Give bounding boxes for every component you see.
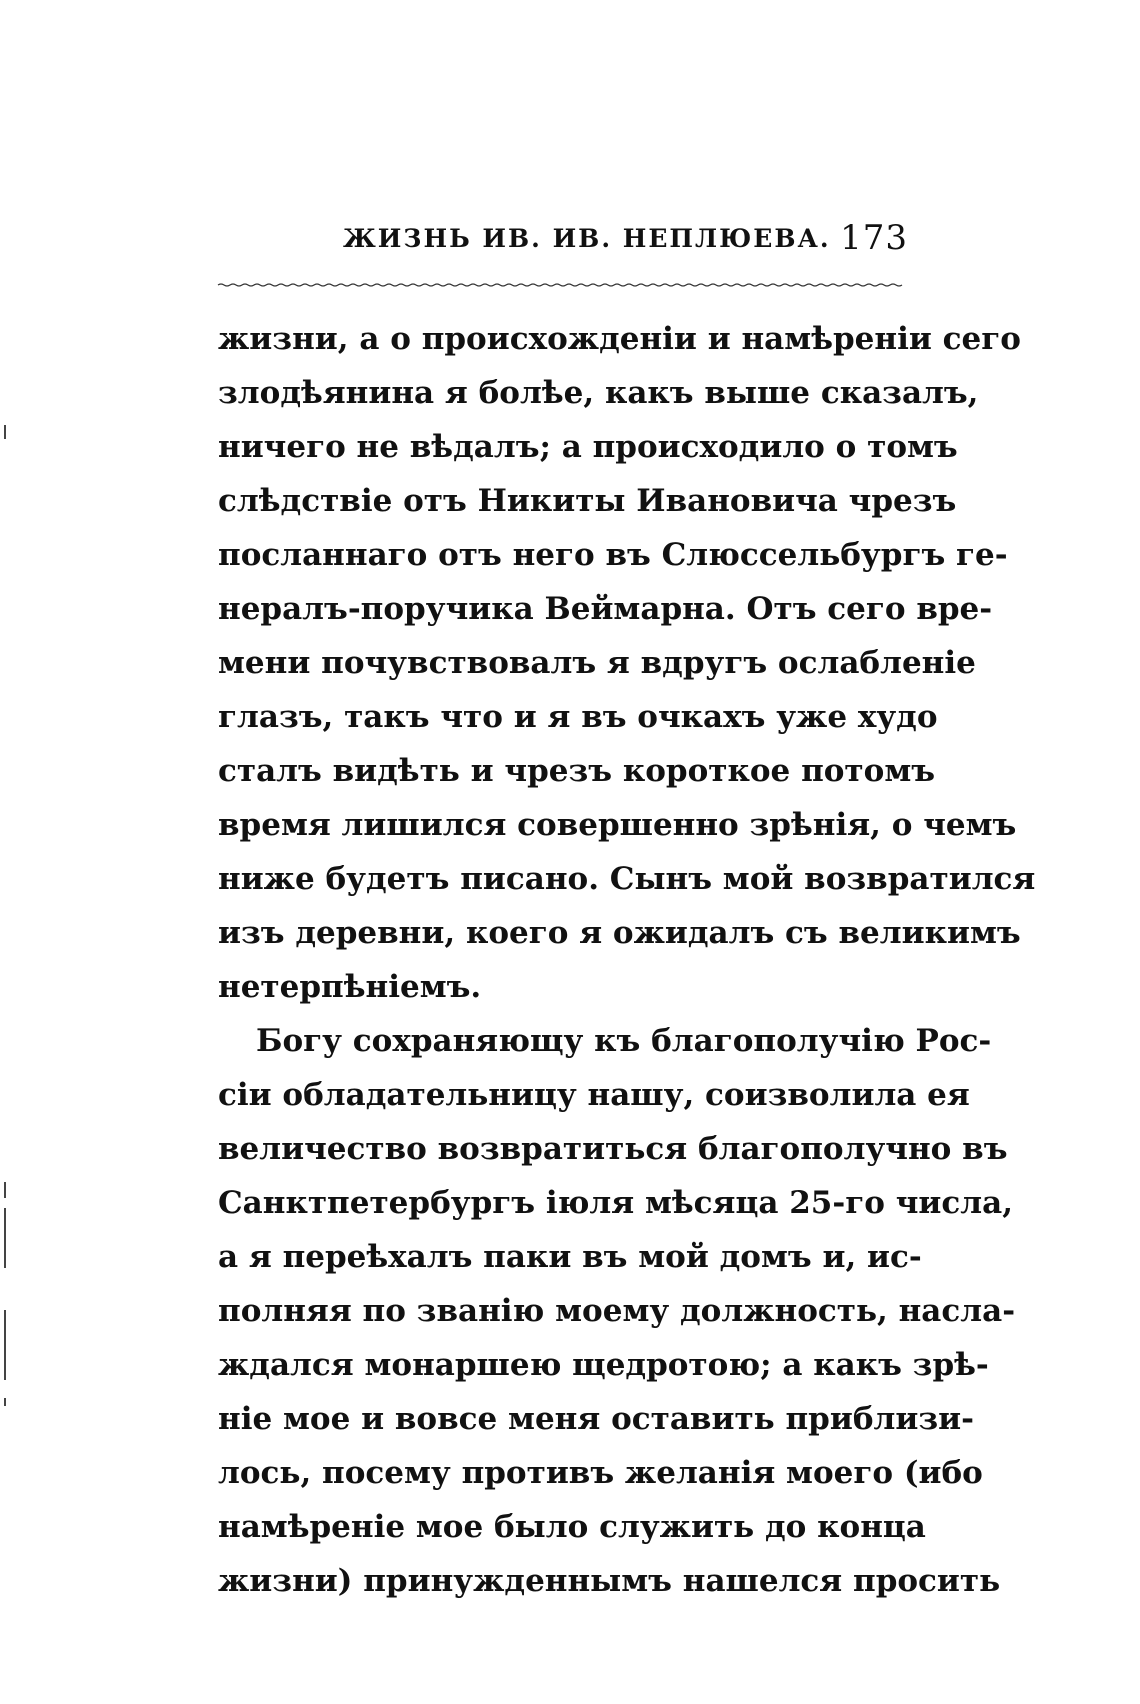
- header-rule: [218, 283, 908, 287]
- text-line: намѣреніе мое было служить до конца: [218, 1509, 926, 1545]
- scan-margin-mark: [4, 1208, 6, 1268]
- text-line: мени почувствовалъ я вдругъ ослабленіе: [218, 645, 976, 681]
- text-line: глазъ, такъ что и я въ очкахъ уже худо: [218, 699, 938, 735]
- text-line: нералъ-поручика Веймарна. Отъ сего вре-: [218, 591, 993, 627]
- body-text: [218, 312, 1036, 1608]
- text-line: слѣдствіе отъ Никиты Ивановича чрезъ: [218, 483, 957, 519]
- paragraph-1: [218, 312, 1036, 1014]
- text-line: жизни, а о происхожденіи и намѣреніи сего: [218, 321, 1021, 357]
- text-line: ничего не вѣдалъ; а происходило о томъ: [218, 429, 958, 465]
- header-rule-line: [218, 284, 902, 286]
- text-line: злодѣянина я болѣе, какъ выше сказалъ,: [218, 375, 979, 411]
- text-line: Богу сохраняющу къ благополучію Рос-: [256, 1023, 992, 1059]
- text-line: жизни) принужденнымъ нашелся просить: [218, 1563, 1001, 1599]
- page-number: 173: [840, 218, 908, 258]
- text-line: Санктпетербургъ іюля мѣсяца 25-го числа,: [218, 1185, 1013, 1221]
- scan-margin-mark: [4, 1310, 6, 1380]
- text-line: ніе мое и вовсе меня оставить приблизи-: [218, 1401, 975, 1437]
- text-line: сталъ видѣть и чрезъ короткое потомъ: [218, 753, 936, 789]
- running-title: ЖИЗНЬ ИВ. ИВ. НЕПЛЮЕВА.: [343, 224, 831, 253]
- text-line: изъ деревни, коего я ожидалъ съ великимъ: [218, 915, 1021, 951]
- text-line: время лишился совершенно зрѣнія, о чемъ: [218, 807, 1017, 843]
- running-head: [218, 218, 908, 262]
- text-line: сіи обладательницу нашу, соизволила ея: [218, 1077, 970, 1113]
- scan-margin-mark: [4, 1398, 6, 1406]
- text-line: посланнаго отъ него въ Слюссельбургъ ге-: [218, 537, 1008, 573]
- scan-margin-mark: [4, 1182, 6, 1198]
- text-line: нетерпѣніемъ.: [218, 969, 482, 1005]
- paragraph-2: [218, 1014, 1016, 1608]
- text-line: ниже будетъ писано. Сынъ мой возвратился: [218, 861, 1036, 897]
- text-line: полняя по званію моему должность, насла-: [218, 1293, 1016, 1329]
- text-line: лось, посему противъ желанія моего (ибо: [218, 1455, 983, 1491]
- text-line: ждался монаршею щедротою; а какъ зрѣ-: [218, 1347, 989, 1383]
- scan-margin-mark: [4, 425, 6, 439]
- text-line: а я переѣхалъ паки въ мой домъ и, ис-: [218, 1239, 922, 1275]
- text-line: величество возвратиться благополучно въ: [218, 1131, 1008, 1167]
